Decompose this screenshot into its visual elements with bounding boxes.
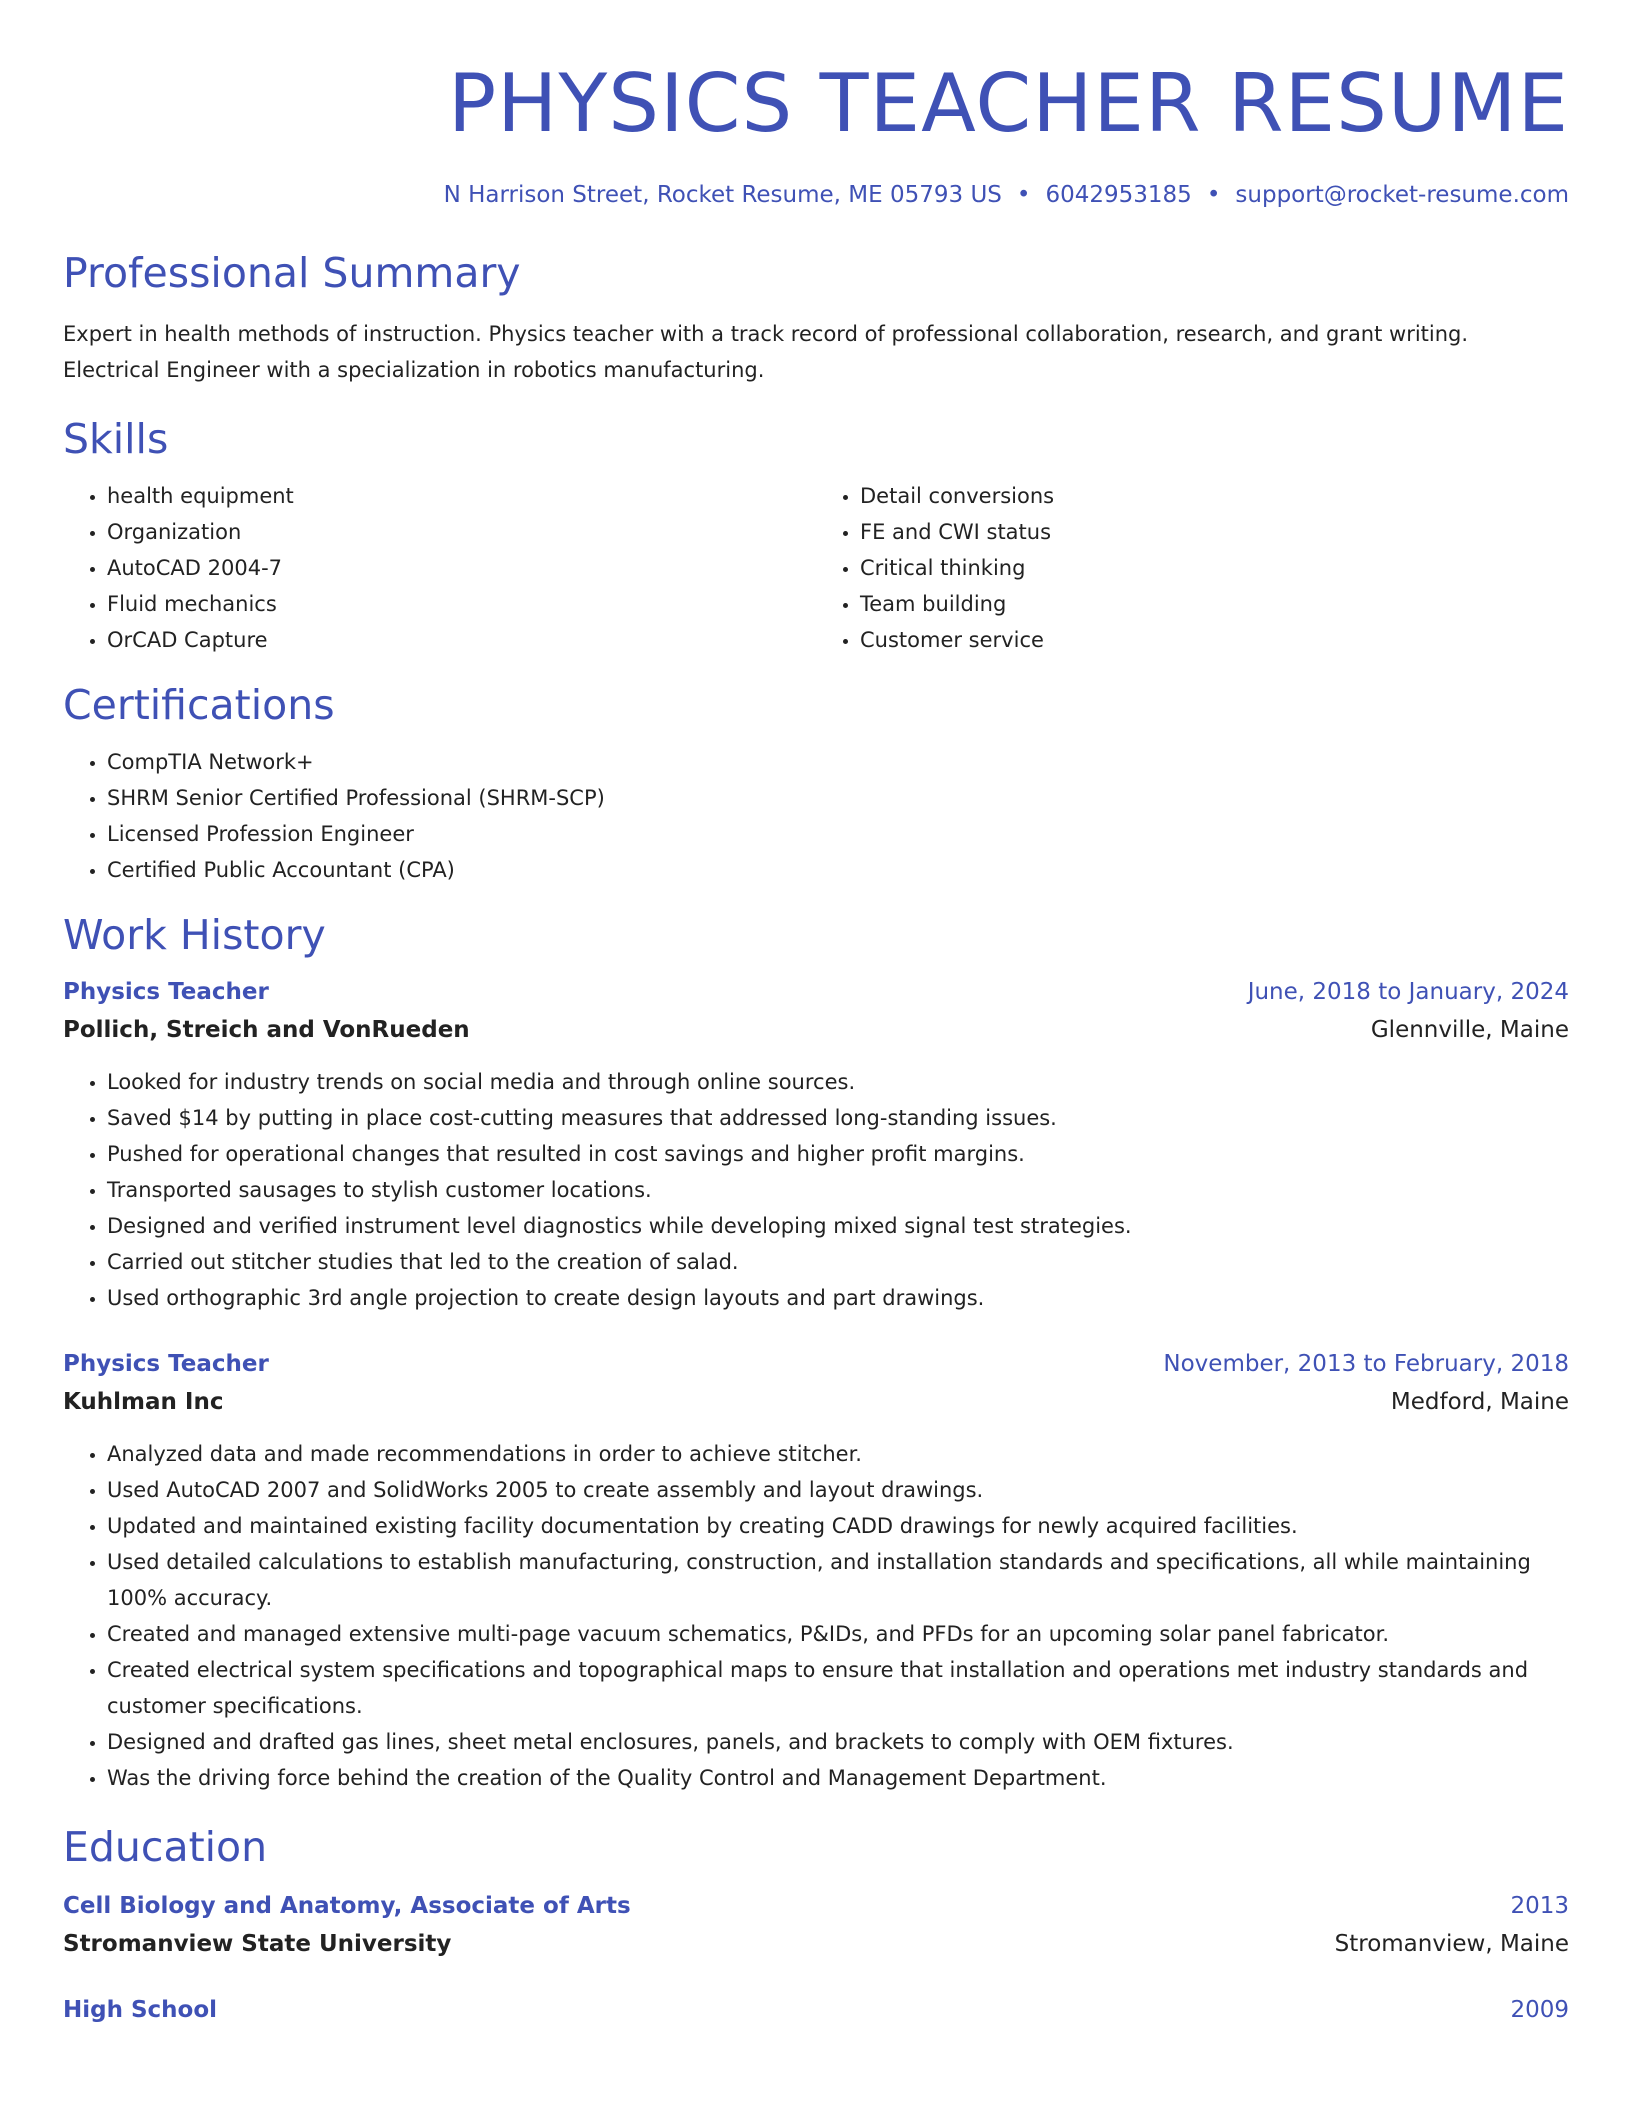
job-bullet: • Created and managed extensive multi-page vacuum schematics, P&IDs, and PFDs for an upcoming solar panel fabricator.: [107, 1616, 1569, 1652]
certification-item: • Licensed Profession Engineer: [107, 816, 1569, 852]
skill-item: • Fluid mechanics: [107, 586, 816, 622]
job-bullet: • Designed and verified instrument level diagnostics while developing mixed signal test strategies.: [107, 1208, 1569, 1244]
skill-item: • FE and CWI status: [860, 514, 1569, 550]
education-school: Stromanview State University: [63, 1931, 452, 1957]
summary-heading: Professional Summary: [63, 249, 521, 297]
job-bullet: • Created electrical system specifications and topographical maps to ensure that installation and operations met industry standards and customer specifications.: [107, 1652, 1569, 1724]
summary-text: Expert in health methods of instruction. Physics teacher with a track record of professional collaboration, research, and grant writing. Electrical Engineer with a specialization in robotics manufacturing.: [63, 322, 1469, 382]
contact-separator: •: [1016, 182, 1031, 208]
skill-item: • AutoCAD 2004-7: [107, 550, 816, 586]
job-bullet: • Transported sausages to stylish customer locations.: [107, 1172, 1569, 1208]
skills-list-left: [63, 478, 816, 658]
job-company: Pollich, Streich and VonRueden: [63, 1017, 470, 1043]
contact-line: [63, 180, 1569, 210]
education-school-row: [63, 1924, 1569, 1964]
certifications-list: [63, 744, 1569, 888]
job-bullets: [63, 1436, 1569, 1796]
skill-item: • Critical thinking: [860, 550, 1569, 586]
skill-item: • health equipment: [107, 478, 816, 514]
job-bullet: • Analyzed data and made recommendations in order to achieve stitcher.: [107, 1436, 1569, 1472]
education-year: 2013: [1510, 1893, 1569, 1919]
job-bullet: • Looked for industry trends on social media and through online sources.: [107, 1064, 1569, 1100]
education-header-row: [63, 1888, 1569, 1924]
contact-address: N Harrison Street, Rocket Resume, ME 05793 US: [443, 182, 1002, 208]
job-bullet: • Was the driving force behind the creation of the Quality Control and Management Department.: [107, 1760, 1569, 1796]
job-bullet: • Designed and drafted gas lines, sheet metal enclosures, panels, and brackets to comply with OEM fixtures.: [107, 1724, 1569, 1760]
education-header-row: [63, 1992, 1569, 2028]
job-company: Kuhlman Inc: [63, 1389, 224, 1415]
contact-separator: •: [1206, 182, 1221, 208]
education-entry: [63, 1992, 1569, 2028]
job-location: Medford, Maine: [1390, 1389, 1569, 1415]
certifications-heading: Certifications: [63, 681, 335, 729]
job-bullets: [63, 1064, 1569, 1316]
job-company-row: [63, 1382, 1569, 1422]
job-dates: November, 2013 to February, 2018: [1163, 1351, 1569, 1377]
work-history-heading: Work History: [63, 911, 326, 959]
resume-title: PHYSICS TEACHER RESUME: [447, 57, 1569, 150]
job-bullet: • Updated and maintained existing facility documentation by creating CADD drawings for newly acquired facilities.: [107, 1508, 1569, 1544]
job-header-row: [63, 974, 1569, 1010]
education-heading: Education: [63, 1823, 268, 1871]
education-year: 2009: [1510, 1997, 1569, 2023]
skills-columns: [63, 478, 1569, 658]
job-entry: [63, 1346, 1569, 1796]
contact-phone: 6042953185: [1045, 182, 1192, 208]
contact-email: support@rocket-resume.com: [1235, 182, 1569, 208]
job-bullet: • Pushed for operational changes that resulted in cost savings and higher profit margins.: [107, 1136, 1569, 1172]
skill-item: • Customer service: [860, 622, 1569, 658]
job-bullet: • Saved $14 by putting in place cost-cutting measures that addressed long-standing issues.: [107, 1100, 1569, 1136]
certification-item: • Certified Public Accountant (CPA): [107, 852, 1569, 888]
skill-item: • OrCAD Capture: [107, 622, 816, 658]
job-bullet: • Used orthographic 3rd angle projection to create design layouts and part drawings.: [107, 1280, 1569, 1316]
job-dates: June, 2018 to January, 2024: [1247, 979, 1569, 1005]
job-title: Physics Teacher: [63, 979, 269, 1005]
education-degree: Cell Biology and Anatomy, Associate of Arts: [63, 1893, 631, 1919]
job-company-row: [63, 1010, 1569, 1050]
job-header-row: [63, 1346, 1569, 1382]
education-degree: High School: [63, 1997, 218, 2023]
skill-item: • Organization: [107, 514, 816, 550]
job-bullet: • Used AutoCAD 2007 and SolidWorks 2005 to create assembly and layout drawings.: [107, 1472, 1569, 1508]
skill-item: • Detail conversions: [860, 478, 1569, 514]
job-bullet: • Used detailed calculations to establish manufacturing, construction, and installation standards and specifications, all while maintaining 100% accuracy.: [107, 1544, 1569, 1616]
certification-item: • SHRM Senior Certified Professional (SHRM-SCP): [107, 780, 1569, 816]
job-title: Physics Teacher: [63, 1351, 269, 1377]
skills-list-right: [816, 478, 1569, 658]
education-entry: [63, 1888, 1569, 1964]
certification-item: • CompTIA Network+: [107, 744, 1569, 780]
education-location: Stromanview, Maine: [1334, 1931, 1569, 1957]
skills-heading: Skills: [63, 415, 169, 463]
job-bullet: • Carried out stitcher studies that led to the creation of salad.: [107, 1244, 1569, 1280]
job-location: Glennville, Maine: [1370, 1017, 1569, 1043]
job-entry: [63, 974, 1569, 1316]
skill-item: • Team building: [860, 586, 1569, 622]
